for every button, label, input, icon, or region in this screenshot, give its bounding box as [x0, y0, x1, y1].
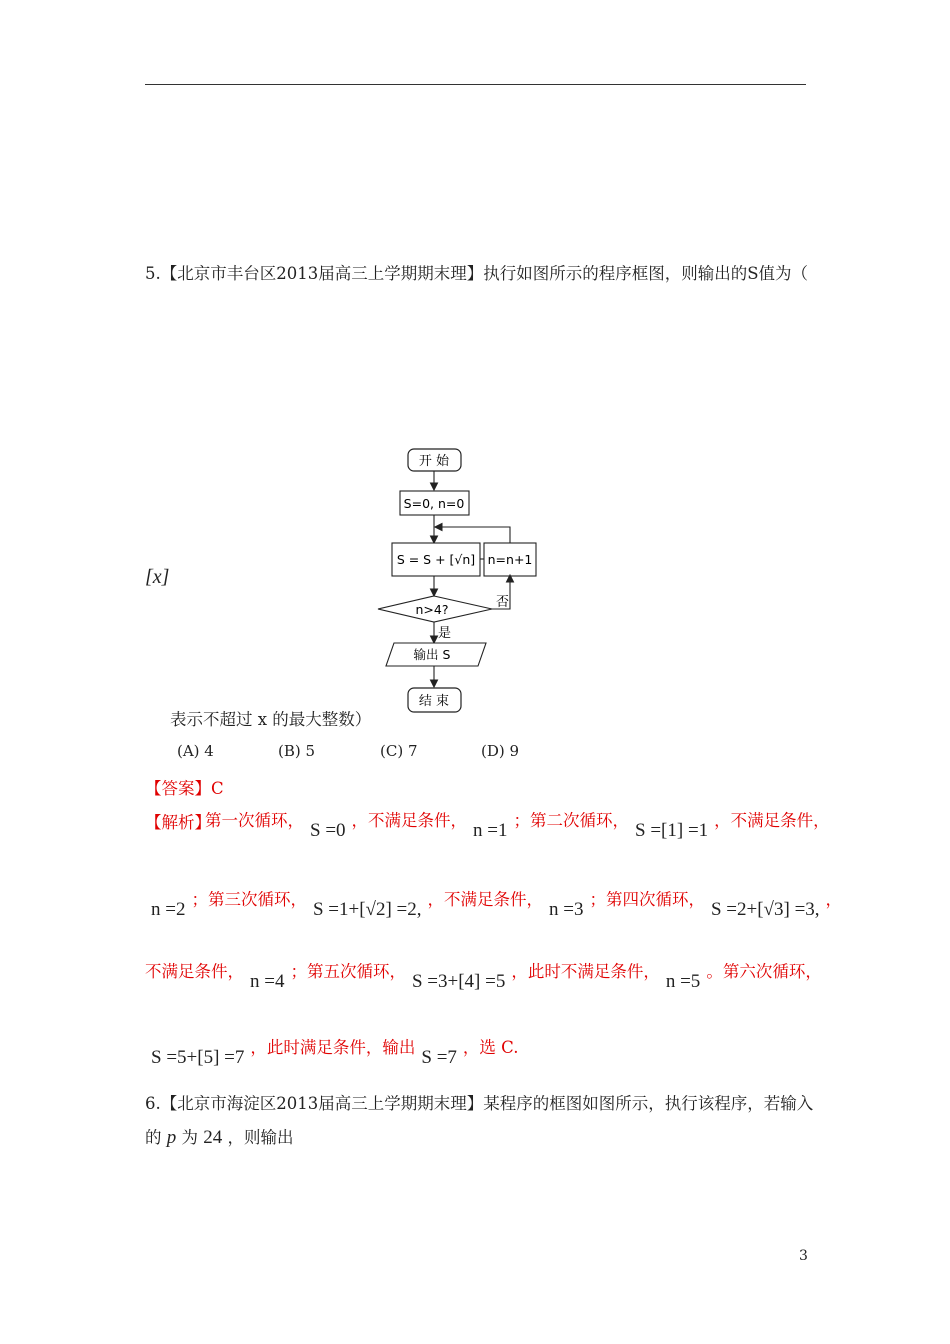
- analysis-text: ，: [825, 890, 843, 909]
- analysis-text: ，不满足条件，: [714, 811, 830, 830]
- analysis-line-3: [145, 958, 822, 992]
- analysis-text: ；第三次循环，: [191, 890, 307, 909]
- math-expression: S =0: [310, 820, 346, 841]
- input-value: 24: [203, 1127, 223, 1148]
- question-source: 【北京市丰台区2013届高三上学期期末理】: [160, 264, 484, 283]
- analysis-text: ，不满足条件，: [351, 811, 468, 830]
- question-6-title: [145, 1090, 813, 1114]
- math-expression: S =7: [421, 1047, 457, 1068]
- analysis-text: ，选 C.: [462, 1038, 519, 1057]
- math-expression: n =3: [549, 899, 584, 920]
- update-s-text: S = S + [√n]: [396, 552, 476, 567]
- question-number: 6.: [145, 1094, 161, 1113]
- math-expression: S =2+[√3] =3,: [710, 899, 820, 920]
- math-expression: S =1+[√2] =2,: [312, 899, 422, 920]
- analysis-text: ；第二次循环，: [513, 811, 630, 830]
- analysis-text: ；第四次循环，: [589, 890, 705, 909]
- option-b: (B) 5: [278, 742, 316, 760]
- condition-text: n>4?: [415, 602, 449, 617]
- question-line-1: 某程序的框图如图所示，执行该程序，若输入: [483, 1094, 814, 1113]
- analysis-line-2: [145, 886, 843, 920]
- analysis-text: ，不满足条件，: [427, 890, 544, 909]
- flowchart: [370, 440, 560, 720]
- analysis-text: ，此时不满足条件，: [511, 962, 660, 981]
- increment-text: n=n+1: [487, 552, 533, 567]
- yes-label: 是: [438, 626, 452, 641]
- math-expression: S =5+[5] =7: [151, 1047, 245, 1068]
- math-expression: S =[1] =1: [635, 820, 709, 841]
- analysis-line-4: [145, 1034, 519, 1068]
- analysis-line-1: [205, 807, 830, 841]
- text-mid: 为: [181, 1128, 198, 1147]
- floor-symbol: [x]: [145, 566, 170, 588]
- page-number: 3: [799, 1248, 808, 1264]
- text-prefix: 的: [145, 1128, 162, 1147]
- option-a: (A) 4: [177, 742, 214, 760]
- answer-label: 【答案】C: [145, 779, 224, 798]
- option-c: (C) 7: [380, 742, 418, 760]
- start-text: 开 始: [418, 454, 450, 469]
- loop-back-line: [436, 527, 510, 543]
- output-text: 输出 S: [413, 647, 451, 662]
- header-rule: [145, 84, 806, 85]
- end-text: 结 束: [418, 694, 450, 709]
- question-prompt: 执行如图所示的程序框图，则输出的S值为（: [483, 264, 809, 283]
- variable-p: p: [166, 1127, 177, 1148]
- analysis-text: ，此时满足条件，输出: [250, 1038, 416, 1057]
- math-expression: S =3+[4] =5: [411, 971, 506, 992]
- question-source: 【北京市海淀区2013届高三上学期期末理】: [160, 1094, 484, 1113]
- option-d: (D) 9: [481, 742, 520, 760]
- analysis-text: ；第五次循环，: [290, 962, 406, 981]
- init-text: S=0, n=0: [403, 496, 465, 511]
- math-expression: n =4: [250, 971, 285, 992]
- floor-note: 表示不超过 x 的最大整数）: [170, 710, 372, 729]
- analysis-text: 不满足条件，: [145, 962, 244, 981]
- math-expression: n =5: [665, 971, 701, 992]
- analysis-text: 。第六次循环，: [706, 962, 822, 981]
- question-number: 5.: [145, 264, 161, 283]
- math-expression: n =1: [473, 820, 508, 841]
- analysis-label: 【解析】: [145, 813, 211, 832]
- question-5-title: [145, 260, 808, 284]
- analysis-text: 第一次循环，: [205, 811, 304, 830]
- math-expression: n =2: [151, 899, 186, 920]
- text-suffix: ，则输出: [227, 1128, 294, 1147]
- question-6-line-2: [145, 1124, 294, 1149]
- no-label: 否: [496, 595, 510, 610]
